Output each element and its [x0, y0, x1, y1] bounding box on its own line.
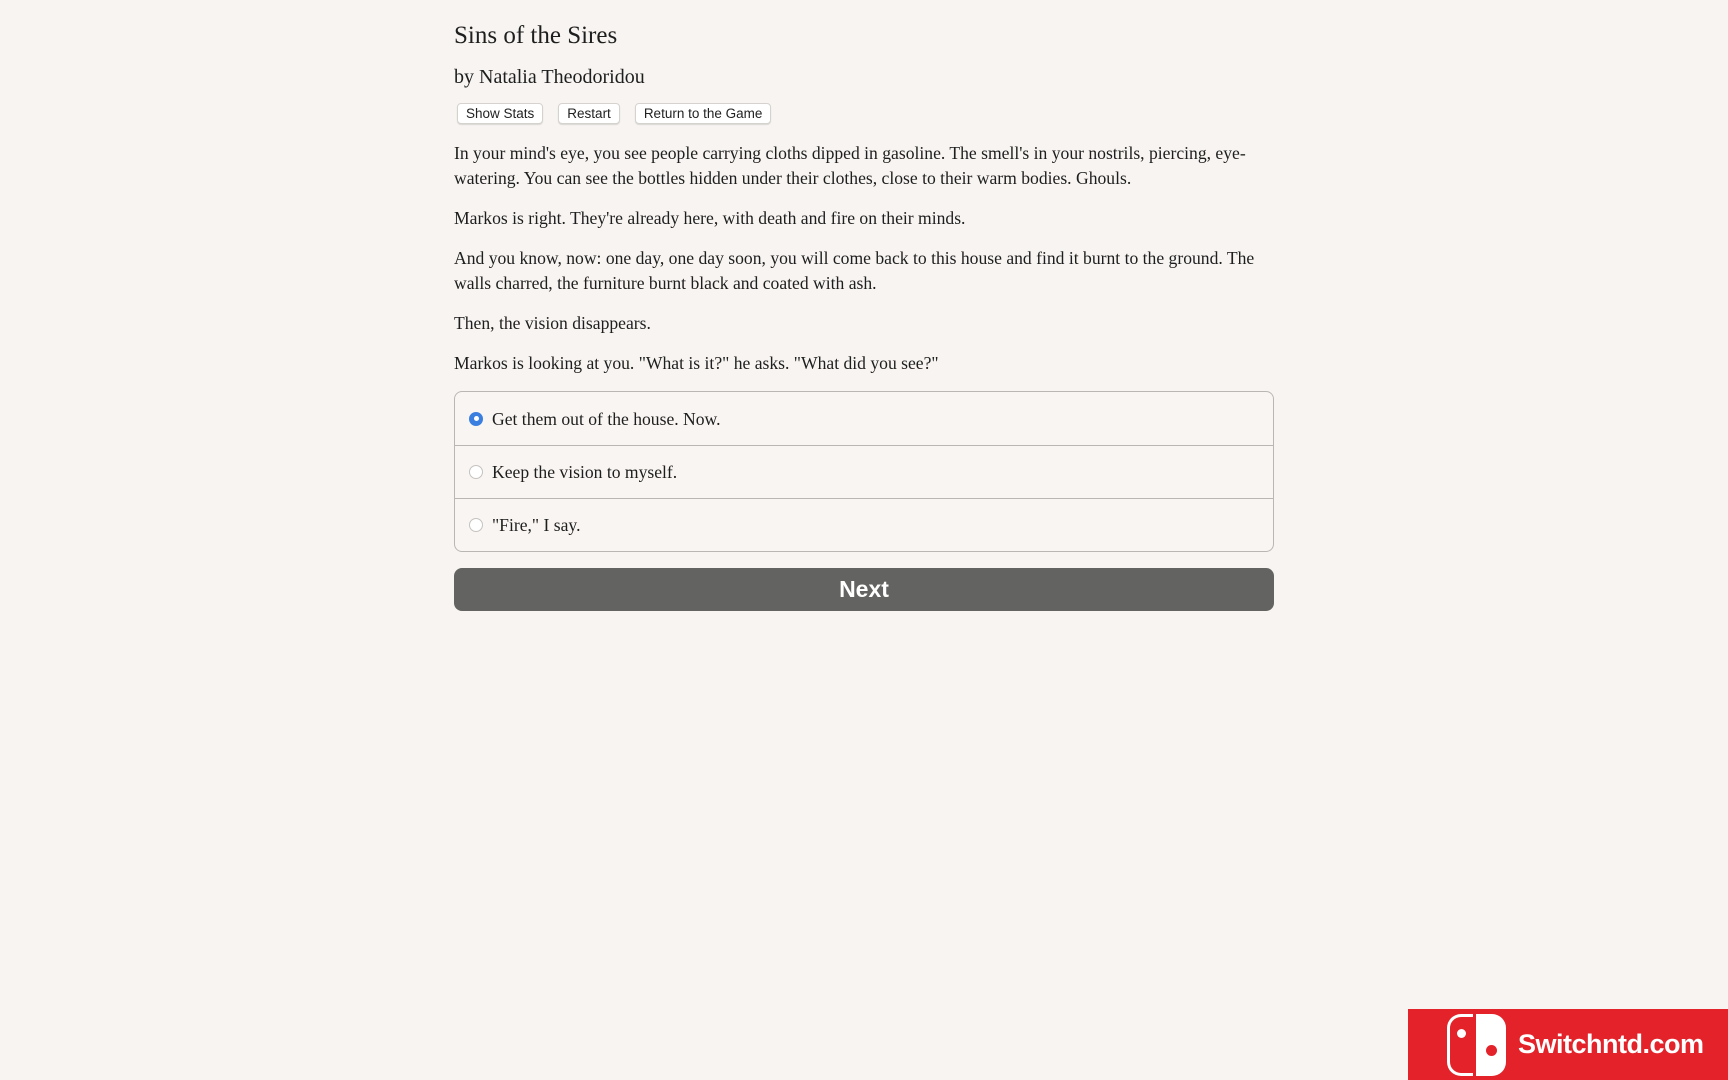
story-paragraph: In your mind's eye, you see people carrying cloths dipped in gasoline. The smell's in your nostrils, piercing, eye-watering. You can see the bottles hidden under their clothes, close to their warm bodies. Ghouls.: [454, 143, 1246, 188]
game-author: by Natalia Theodoridou: [454, 66, 645, 88]
choice-option-2[interactable]: [455, 445, 1273, 498]
choice-label: Keep the vision to myself.: [492, 462, 678, 482]
restart-button[interactable]: Restart: [558, 103, 620, 124]
show-stats-button[interactable]: Show Stats: [457, 103, 543, 124]
story-text: [454, 141, 1274, 376]
story-paragraph: And you know, now: one day, one day soon, you will come back to this house and find it burnt to the ground. The walls charred, the furniture burnt black and coated with ash.: [454, 248, 1255, 293]
story-paragraph: Then, the vision disappears.: [454, 313, 651, 333]
choice-list: [454, 391, 1274, 552]
watermark-text: Switchntd.com: [1518, 1029, 1704, 1059]
radio-button[interactable]: [469, 518, 483, 532]
story-paragraph: Markos is right. They're already here, with death and fire on their minds.: [454, 208, 966, 228]
next-button[interactable]: Next: [454, 568, 1274, 611]
radio-button-selected[interactable]: [469, 412, 483, 426]
game-title: Sins of the Sires: [454, 22, 618, 49]
choice-option-1[interactable]: [455, 392, 1273, 445]
choice-label: "Fire," I say.: [492, 515, 581, 535]
watermark-banner: [1408, 1009, 1728, 1080]
game-content: [454, 18, 1274, 611]
nintendo-switch-logo-icon: [1447, 1014, 1508, 1076]
choice-label: Get them out of the house. Now.: [492, 408, 721, 429]
choice-option-3[interactable]: [455, 498, 1273, 551]
return-to-game-button[interactable]: Return to the Game: [635, 103, 772, 124]
radio-button[interactable]: [469, 465, 483, 479]
story-paragraph: Markos is looking at you. "What is it?" he asks. "What did you see?": [454, 353, 939, 373]
toolbar: [454, 103, 1274, 124]
